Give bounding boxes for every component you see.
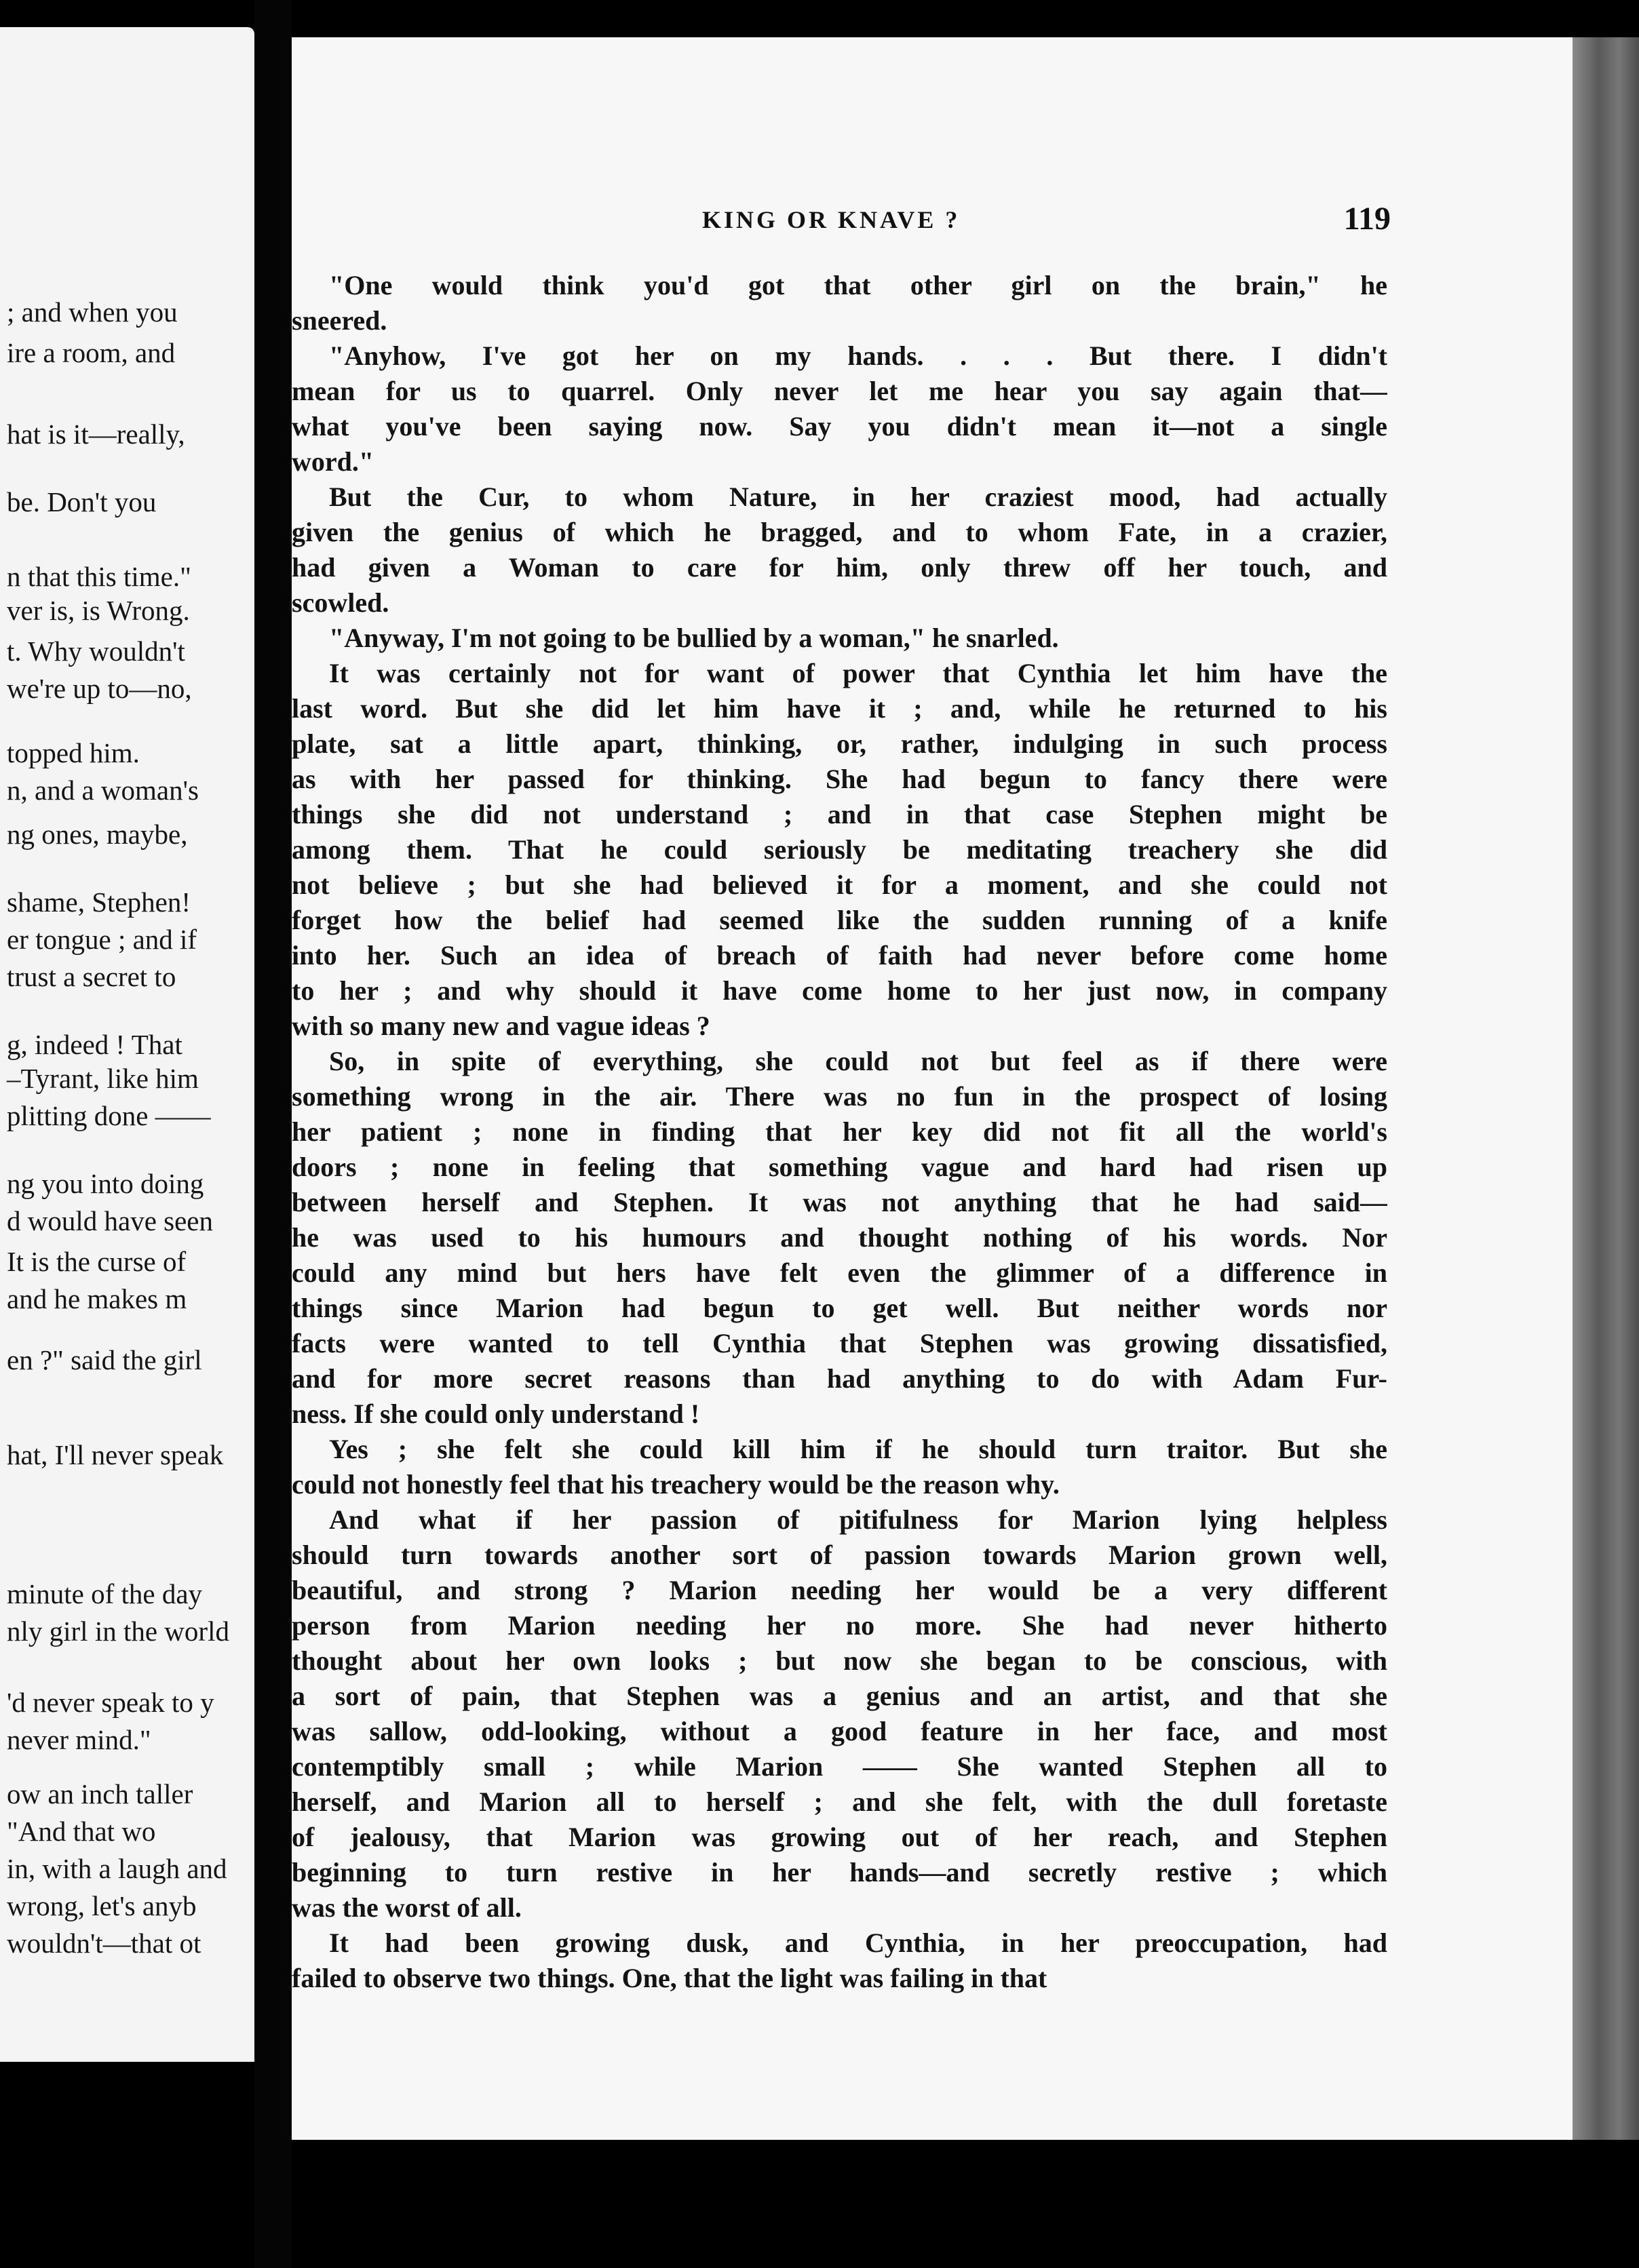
left-page-line: ow an inch taller	[7, 1778, 193, 1810]
body-line: was the worst of all.	[292, 1892, 522, 1923]
left-page-line: ire a room, and	[7, 337, 176, 368]
body-line: sneered.	[292, 305, 387, 336]
left-page-line: never mind."	[7, 1724, 151, 1755]
left-page-line: shame, Stephen!	[7, 886, 191, 918]
left-page-line: hat, I'll never speak	[7, 1439, 224, 1470]
left-page-line: be. Don't you	[7, 486, 157, 517]
body-line: But the Cur, to whom Nature, in her craziest mood, had actually	[329, 482, 1387, 512]
body-line: "Anyhow, I've got her on my hands. . . . But there. I didn't	[329, 340, 1387, 371]
body-line: among them. That he could seriously be meditating treachery she did	[292, 834, 1387, 865]
body-line: And what if her passion of pitifulness for Marion lying helpless	[329, 1504, 1387, 1535]
body-line: beautiful, and strong ? Marion needing her would be a very different	[292, 1575, 1387, 1605]
body-line: could any mind but hers have felt even the glimmer of a difference in	[292, 1257, 1387, 1288]
left-page-line: minute of the day	[7, 1578, 203, 1609]
left-page-line: d would have seen	[7, 1205, 213, 1236]
body-line: plate, sat a little apart, thinking, or, rather, indulging in such process	[292, 728, 1387, 759]
left-page-line: we're up to—no,	[7, 673, 192, 704]
body-line: failed to observe two things. One, that the light was failing in that	[292, 1963, 1047, 1993]
left-page-line: n that this time."	[7, 561, 191, 592]
body-line: ness. If she could only understand !	[292, 1399, 700, 1429]
body-line: herself, and Marion all to herself ; and she felt, with the dull foretaste	[292, 1786, 1387, 1817]
body-line: word."	[292, 446, 374, 477]
body-line: to her ; and why should it have come home to her just now, in company	[292, 975, 1387, 1006]
left-page-line: plitting done ——	[7, 1100, 211, 1131]
left-page-line: "And that wo	[7, 1816, 156, 1847]
book-gutter	[254, 0, 292, 2268]
body-line: of jealousy, that Marion was growing out of her reach, and Stephen	[292, 1822, 1387, 1852]
left-page-line: ng you into doing	[7, 1168, 204, 1199]
left-page-line: wrong, let's anyb	[7, 1890, 197, 1921]
body-text	[292, 268, 1387, 1996]
body-line: not believe ; but she had believed it for a moment, and she could not	[292, 869, 1387, 900]
body-line: "One would think you'd got that other girl on the brain," he	[329, 270, 1387, 300]
page-header	[407, 200, 1391, 241]
body-line: and for more secret reasons than had anything to do with Adam Fur-	[292, 1363, 1387, 1394]
body-line: thought about her own looks ; but now she began to be conscious, with	[292, 1645, 1387, 1676]
left-page-line: in, with a laugh and	[7, 1853, 227, 1884]
left-page-line: It is the curse of	[7, 1246, 187, 1277]
body-line: into her. Such an idea of breach of faith had never before come home	[292, 940, 1387, 971]
left-page	[0, 27, 254, 2062]
body-line: forget how the belief had seemed like the sudden running of a knife	[292, 905, 1387, 935]
body-line: facts were wanted to tell Cynthia that Stephen was growing dissatisfied,	[292, 1328, 1387, 1358]
body-line: had given a Woman to care for him, only threw off her touch, and	[292, 552, 1387, 583]
bottom-shadow	[292, 2140, 1639, 2268]
body-line: beginning to turn restive in her hands—and secretly restive ; which	[292, 1857, 1387, 1888]
body-line: doors ; none in feeling that something vague and hard had risen up	[292, 1152, 1387, 1182]
left-page-line: trust a secret to	[7, 961, 176, 992]
body-line: a sort of pain, that Stephen was a genius and an artist, and that she	[292, 1681, 1387, 1711]
body-line: person from Marion needing her no more. She had never hitherto	[292, 1610, 1387, 1641]
body-line: what you've been saying now. Say you didn't mean it—not a single	[292, 411, 1387, 442]
left-page-line: ver is, is Wrong.	[7, 595, 190, 626]
body-line: last word. But she did let him have it ; and, while he returned to his	[292, 693, 1387, 724]
body-line: could not honestly feel that his treachery would be the reason why.	[292, 1469, 1060, 1500]
page-number: 119	[1343, 201, 1391, 237]
left-page-line: ng ones, maybe,	[7, 819, 188, 850]
left-page-line: n, and a woman's	[7, 775, 199, 806]
body-line: given the genius of which he bragged, and to whom Fate, in a crazier,	[292, 517, 1387, 547]
page-edge	[1573, 37, 1639, 2140]
body-line: her patient ; none in finding that her key did not fit all the world's	[292, 1116, 1387, 1147]
body-line: with so many new and vague ideas ?	[292, 1011, 710, 1041]
body-line: mean for us to quarrel. Only never let me hear you say again that—	[292, 376, 1387, 406]
left-page-line: 'd never speak to y	[7, 1687, 214, 1718]
body-line: things since Marion had begun to get well. But neither words nor	[292, 1293, 1387, 1323]
body-line: should turn towards another sort of passion towards Marion grown well,	[292, 1540, 1387, 1570]
left-page-line: wouldn't—that ot	[7, 1928, 201, 1959]
body-line: scowled.	[292, 587, 389, 618]
left-page-line: topped him.	[7, 737, 140, 768]
body-line: he was used to his humours and thought nothing of his words. Nor	[292, 1222, 1387, 1253]
left-page-line: g, indeed ! That	[7, 1029, 182, 1060]
body-line: So, in spite of everything, she could not but feel as if there were	[329, 1046, 1387, 1076]
left-page-line: ; and when you	[7, 296, 178, 328]
left-page-line: er tongue ; and if	[7, 924, 197, 955]
left-page-line: and he makes m	[7, 1283, 187, 1314]
left-page-line: t. Why wouldn't	[7, 636, 185, 667]
body-line: things she did not understand ; and in that case Stephen might be	[292, 799, 1387, 829]
left-page-line: nly girl in the world	[7, 1616, 229, 1647]
body-line: It was certainly not for want of power that Cynthia let him have the	[329, 658, 1387, 688]
body-line: between herself and Stephen. It was not anything that he had said—	[292, 1187, 1387, 1217]
body-line: Yes ; she felt she could kill him if he should turn traitor. But she	[329, 1434, 1387, 1464]
body-line: was sallow, odd-looking, without a good feature in her face, and most	[292, 1716, 1387, 1746]
body-line: "Anyway, I'm not going to be bullied by a woman," he snarled.	[329, 623, 1059, 653]
left-page-line: –Tyrant, like him	[7, 1063, 199, 1094]
left-page-line: en ?" said the girl	[7, 1344, 202, 1375]
body-line: contemptibly small ; while Marion —— She wanted Stephen all to	[292, 1751, 1387, 1782]
left-page-line: hat is it—really,	[7, 418, 185, 450]
body-line: something wrong in the air. There was no fun in the prospect of losing	[292, 1081, 1387, 1112]
body-line: as with her passed for thinking. She had begun to fancy there were	[292, 764, 1387, 794]
running-head: KING OR KNAVE ?	[702, 206, 961, 233]
body-line: It had been growing dusk, and Cynthia, in her preoccupation, had	[329, 1928, 1387, 1958]
